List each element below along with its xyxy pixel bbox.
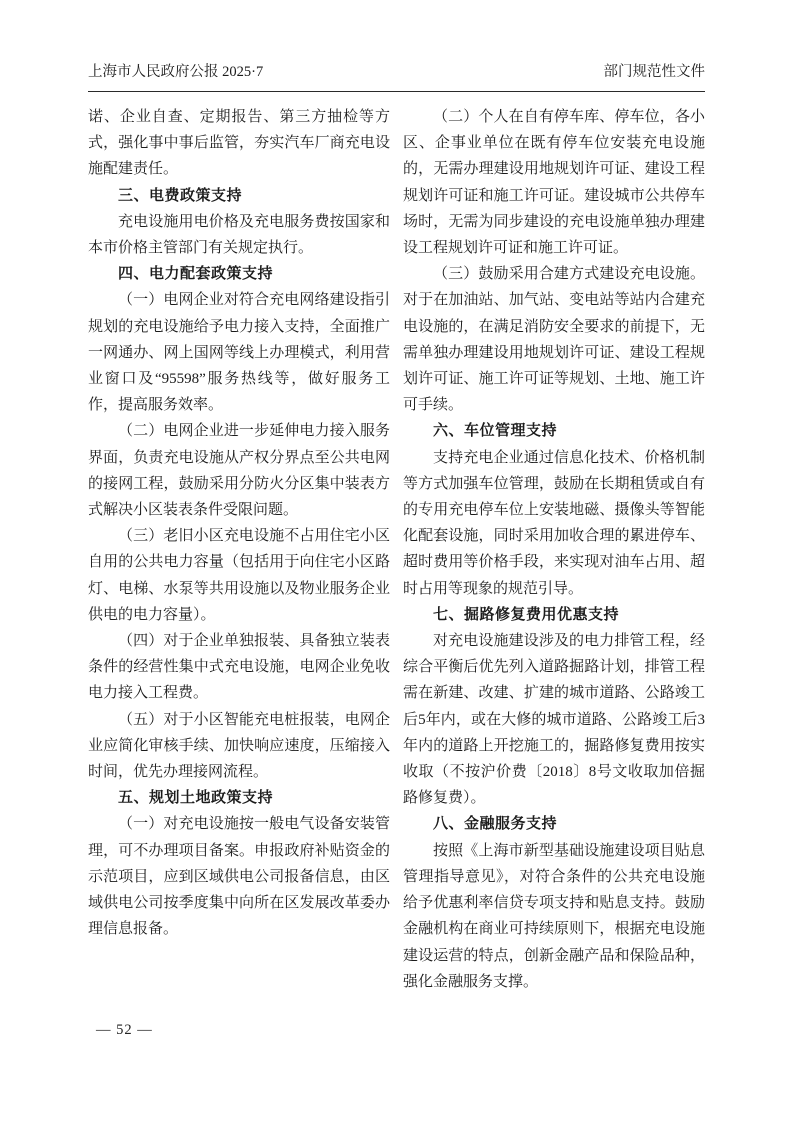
paragraph: （一）对充电设施按一般电气设备安装管理，可不办理项目备案。申报政府补贴资金的示范项目，应到区域供电公司报备信息，由区域供电公司按季度集中向所在区发展改革委办理信息报备。 <box>88 816 390 938</box>
paragraph: 支持充电企业通过信息化技术、价格机制等方式加强车位管理，鼓励在长期租赁或自有的专用充电停车位上安装地磁、摄像头等智能化配套设施，同时采用加收合理的累进停车、超时费用等价格手段，来实现对油车占用、超时占用等现象的规范引导。 <box>403 449 705 597</box>
paragraph: 诺、企业自查、定期报告、第三方抽检等方式，强化事中事后监管，夯实汽车厂商充电设施配建责任。 <box>88 109 390 178</box>
paragraph: （二）个人在自有停车库、停车位，各小区、企事业单位在既有停车位安装充电设施的，无需办理建设用地规划许可证、建设工程规划许可证和施工许可证。建设城市公共停车场时，无需为同步建设的充电设施单独办理建设工程规划许可证和施工许可证。 <box>403 109 705 257</box>
paragraph: 对充电设施建设涉及的电力排管工程，经综合平衡后优先列入道路掘路计划，排管工程需在新建、改建、扩建的城市道路、公路竣工后5年内，或在大修的城市道路、公路竣工后3年内的道路上开挖施工的，掘路修复费用按实收取（不按沪价费〔2018〕8号文收取加倍掘路修复费）。 <box>403 633 705 807</box>
section-heading: 四、电力配套政策支持 <box>118 265 274 283</box>
paragraph: （二）电网企业进一步延伸电力接入服务界面，负责充电设施从产权分界点至公共电网的接网工程，鼓励采用分防火分区集中装表方式解决小区装表条件受限问题。 <box>88 423 390 519</box>
section-heading: 八、金融服务支持 <box>433 815 558 833</box>
paragraph: （三）老旧小区充电设施不占用住宅小区自用的公共电力容量（包括用于向住宅小区路灯、电梯、水泵等共用设施以及物业服务企业供电的电力容量）。 <box>88 528 390 623</box>
paragraph: （五）对于小区智能充电桩报装，电网企业应简化审核手续、加快响应速度，压缩接入时间，优先办理接网流程。 <box>88 711 390 781</box>
paragraph: （三）鼓励采用合建方式建设充电设施。对于在加油站、加气站、变电站等站内合建充电设施的，在满足消防安全要求的前提下，无需单独办理建设用地规划许可证、建设工程规划许可证、施工许可证等规划、土地、施工许可手续。 <box>403 266 705 414</box>
paragraph: （四）对于企业单独报装、具备独立装表条件的经营性集中式充电设施，电网企业免收电力接入工程费。 <box>88 633 390 702</box>
running-header <box>88 62 705 92</box>
paragraph: 按照《上海市新型基础设施建设项目贴息管理指导意见》，对符合条件的公共充电设施给予优惠利率信贷专项支持和贴息支持。鼓励金融机构在商业可持续原则下，根据充电设施建设运营的特点，创新金融产品和保险品种，强化金融服务支撑。 <box>403 842 705 990</box>
right-column <box>403 104 705 995</box>
section-heading: 六、车位管理支持 <box>433 422 558 440</box>
section-heading: 五、规划土地政策支持 <box>118 789 274 807</box>
left-column <box>88 104 390 995</box>
page-number: — 52 — <box>96 1022 153 1038</box>
section-heading: 七、掘路修复费用优惠支持 <box>433 605 620 623</box>
two-column-body <box>88 104 705 995</box>
paragraph: 充电设施用电价格及充电服务费按国家和本市价格主管部门有关规定执行。 <box>88 213 390 257</box>
section-category-label: 部门规范性文件 <box>603 64 705 80</box>
paragraph: （一）电网企业对符合充电网络建设指引规划的充电设施给予电力接入支持，全面推广一网通办、网上国网等线上办理模式，利用营业窗口及“95598”服务热线等，做好服务工作，提高服务效率。 <box>88 292 390 414</box>
section-heading: 三、电费政策支持 <box>118 186 243 204</box>
gazette-title: 上海市人民政府公报 2025·7 <box>88 64 264 80</box>
